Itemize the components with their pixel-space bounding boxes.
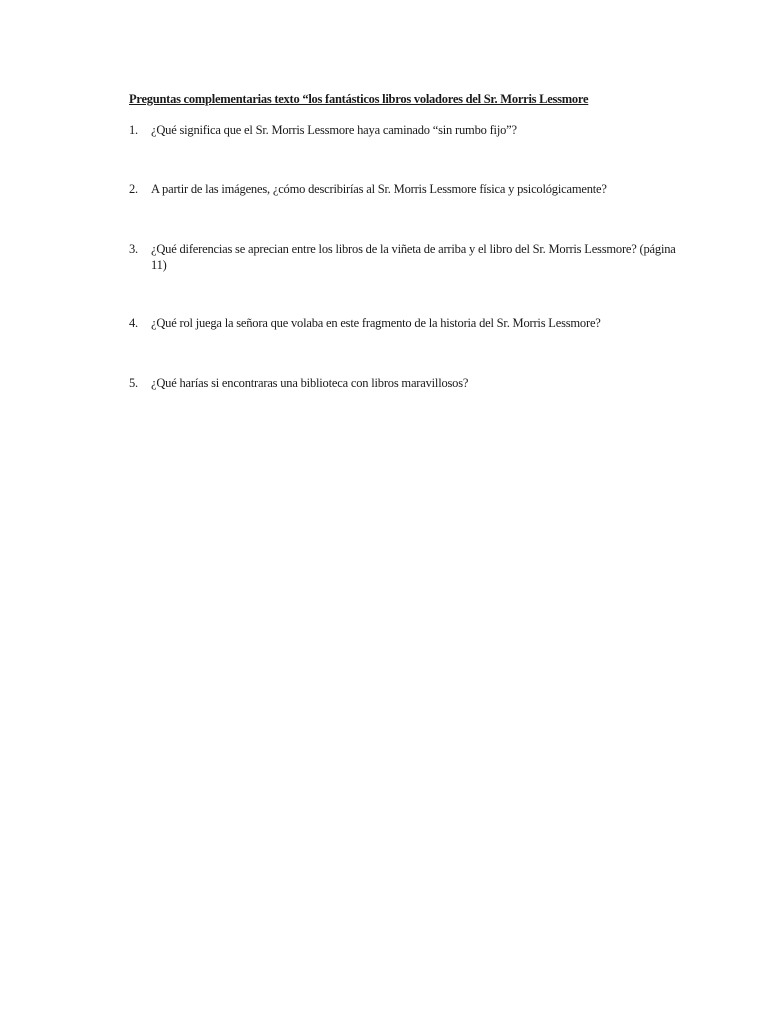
question-number: 1. [129, 123, 138, 137]
question-text: A partir de las imágenes, ¿cómo describirías al Sr. Morris Lessmore física y psicológicamente? [151, 182, 607, 196]
document-title: Preguntas complementarias texto “los fantásticos libros voladores del Sr. Morris Lessmore [129, 92, 589, 106]
question-2 [129, 181, 689, 197]
question-text: ¿Qué harías si encontraras una biblioteca con libros maravillosos? [151, 376, 469, 390]
question-text: ¿Qué significa que el Sr. Morris Lessmore haya caminado “sin rumbo fijo”? [151, 123, 517, 137]
question-text: ¿Qué rol juega la señora que volaba en este fragmento de la historia del Sr. Morris Lessmore? [151, 316, 601, 330]
question-3 [129, 241, 689, 273]
question-number: 3. [129, 242, 138, 256]
question-1 [129, 122, 689, 138]
question-4 [129, 315, 689, 331]
question-number: 4. [129, 316, 138, 330]
question-number: 5. [129, 376, 138, 390]
question-text: ¿Qué diferencias se aprecian entre los libros de la viñeta de arriba y el libro del Sr. Morris Lessmore? (página 11) [151, 242, 676, 272]
question-5 [129, 375, 689, 391]
question-number: 2. [129, 182, 138, 196]
